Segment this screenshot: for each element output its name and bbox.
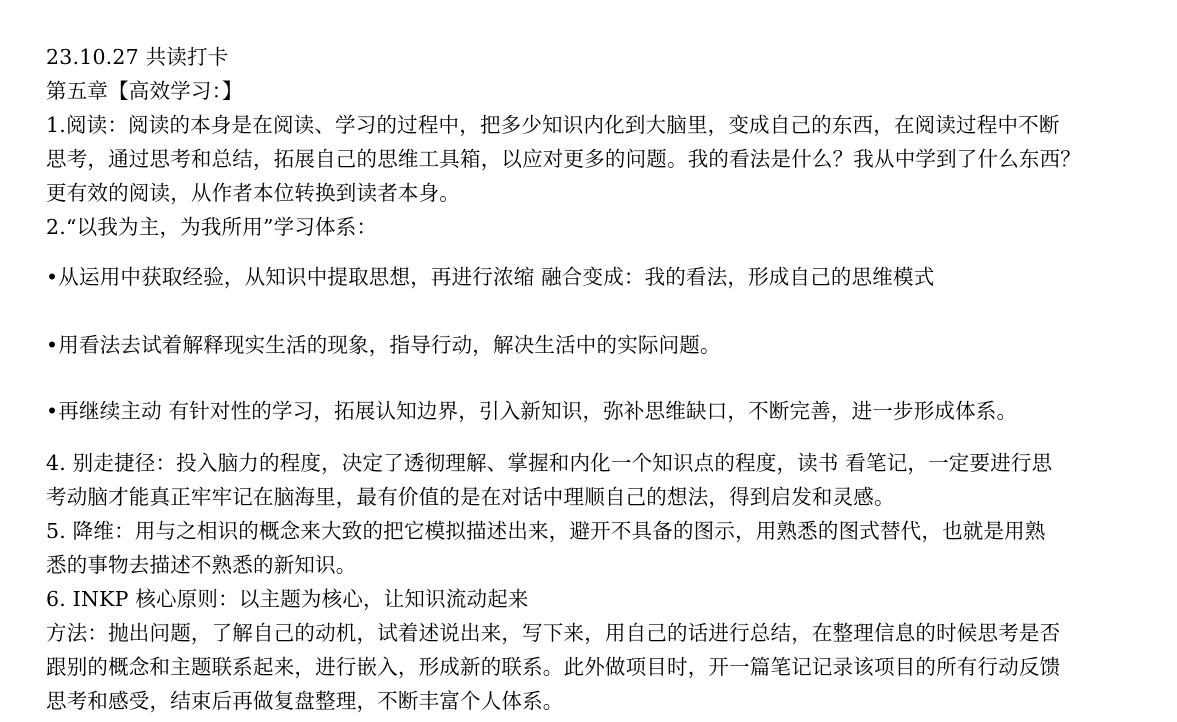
paragraph-line: 更有效的阅读，从作者本位转换到读者本身。 [46,181,460,205]
section-heading: 2.“以我为主，为我所用”学习体系： [46,215,378,239]
doc-date-title: 23.10.27 共读打卡 [46,45,229,69]
paragraph-line: 考动脑才能真正牢牢记在脑海里，最有价值的是在对话中理顺自己的想法，得到启发和灵感。 [46,485,895,509]
paragraph-line: 6. INKP 核心原则：以主题为核心，让知识流动起来 [46,587,529,611]
paragraph-line: 悉的事物去描述不熟悉的新知识。 [46,553,357,577]
paragraph-line: 思考和感受，结束后再做复盘整理，不断丰富个人体系。 [46,689,564,713]
paragraph-line: 1.阅读：阅读的本身是在阅读、学习的过程中，把多少知识内化到大脑里，变成自己的东西，在阅读过程中不断 [46,113,1060,137]
paragraph-line: 4. 别走捷径：投入脑力的程度，决定了透彻理解、掌握和内化一个知识点的程度，读书 看笔记，一定要进行思 [46,451,1053,475]
paragraph-line: 5. 降维：用与之相识的概念来大致的把它模拟描述出来，避开不具备的图示，用熟悉的图式替代，也就是用熟 [46,519,1046,543]
bullet-item: •用看法去试着解释现实生活的现象，指导行动，解决生活中的实际问题。 [46,333,721,357]
bullet-item: •从运用中获取经验，从知识中提取思想，再进行浓缩 融合变成：我的看法，形成自己的思维模式 [46,265,935,289]
bullet-item: •再继续主动 有针对性的学习，拓展认知边界，引入新知识，弥补思维缺口，不断完善，进一步形成体系。 [46,399,1018,423]
chapter-heading: 第五章【高效学习：】 [46,79,243,103]
paragraph-line: 方法：抛出问题，了解自己的动机，试着述说出来，写下来，用自己的话进行总结，在整理信息的时候思考是否 [46,621,1061,645]
paragraph-line: 跟别的概念和主题联系起来，进行嵌入，形成新的联系。此外做项目时，开一篇笔记记录该项目的所有行动反馈 [46,655,1061,679]
paragraph-line: 思考，通过思考和总结，拓展自己的思维工具箱，以应对更多的问题。我的看法是什么？我从中学到了什么东西？ [46,147,1081,171]
